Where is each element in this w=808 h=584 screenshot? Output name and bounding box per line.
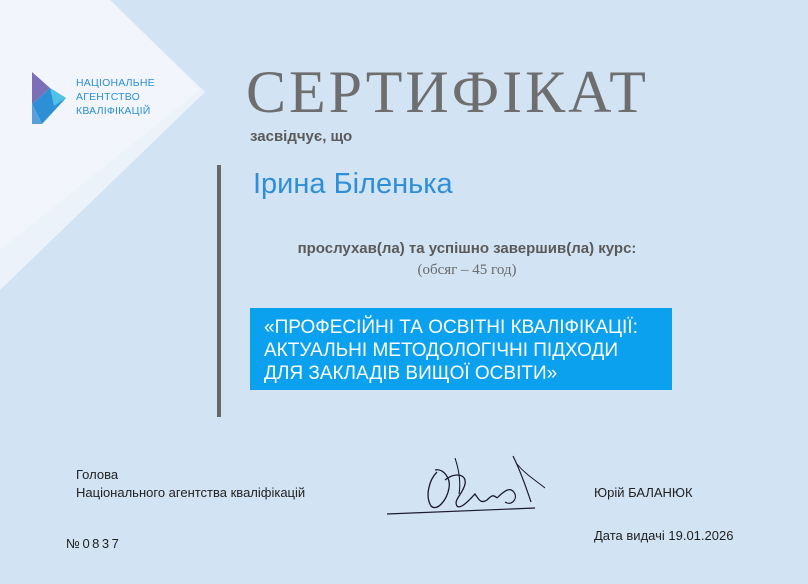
certifies-text: засвідчує, що <box>250 128 353 145</box>
issue-date: Дата видачі 19.01.2026 <box>594 528 734 543</box>
vertical-divider <box>217 165 221 417</box>
recipient-name: Ірина Біленька <box>253 168 453 200</box>
certificate-title: СЕРТИФІКАТ <box>246 59 649 125</box>
course-volume: (обсяг – 45 год) <box>417 262 517 278</box>
head-title-line-2: Національного агентства кваліфікацій <box>76 485 306 500</box>
agency-logo <box>30 70 155 126</box>
signer-name: Юрій БАЛАНЮК <box>594 485 693 500</box>
nak-logo-icon <box>30 70 68 126</box>
logo-line-1: НАЦІОНАЛЬНЕ <box>76 77 155 89</box>
handwritten-signature <box>385 450 555 522</box>
logo-line-3: КВАЛІФІКАЦІЙ <box>76 105 151 117</box>
course-title-line-1: «ПРОФЕСІЙНІ ТА ОСВІТНІ КВАЛІФІКАЦІЇ: <box>264 317 638 338</box>
head-title-line-1: Голова <box>76 467 119 482</box>
course-title-line-2: АКТУАЛЬНІ МЕТОДОЛОГІЧНІ ПІДХОДИ <box>264 340 618 361</box>
agency-logo-text <box>76 76 155 118</box>
course-title-line-3: ДЛЯ ЗАКЛАДІВ ВИЩОЇ ОСВІТИ» <box>264 363 558 384</box>
certificate-number: №0837 <box>66 536 122 551</box>
course-title-box <box>250 308 672 390</box>
course-intro-text: прослухав(ла) та успішно завершив(ла) курс: <box>297 240 637 257</box>
logo-line-2: АГЕНТСТВО <box>76 91 140 103</box>
head-title <box>76 466 305 502</box>
